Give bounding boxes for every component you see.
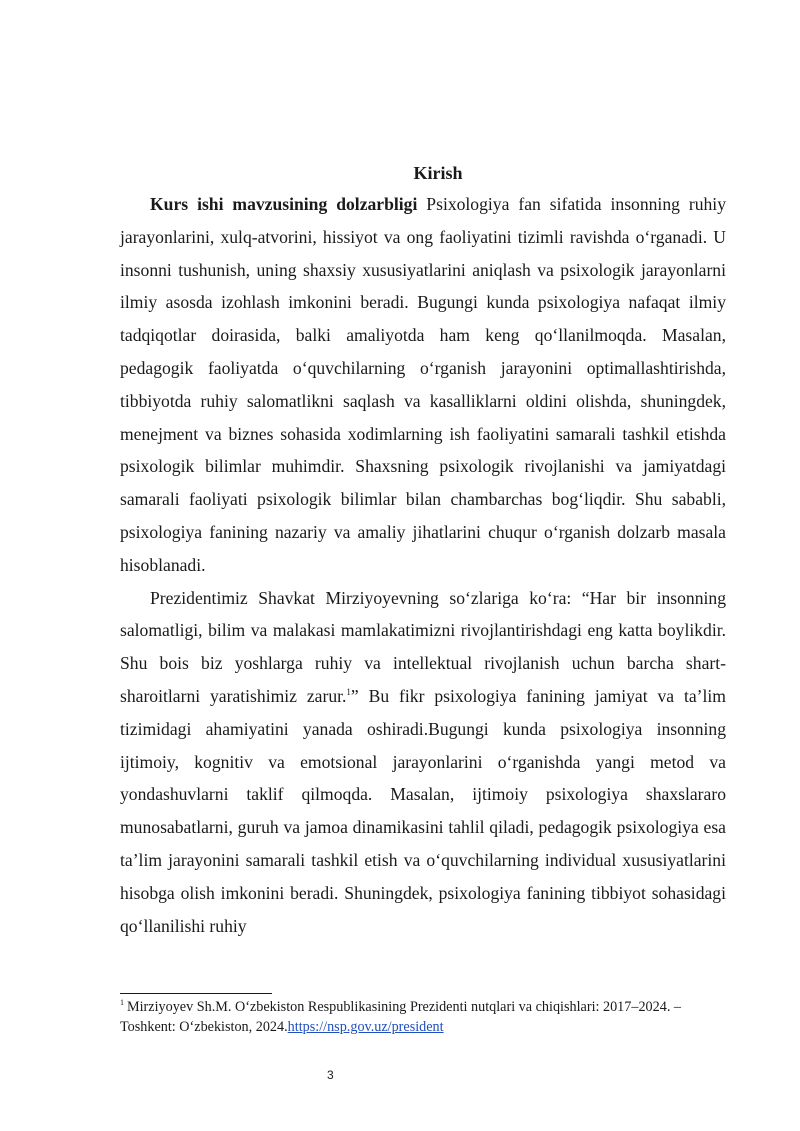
lead-heading: Kurs ishi mavzusining dolzarbligi	[150, 194, 418, 214]
footnote-separator	[120, 993, 272, 994]
paragraph-1	[120, 188, 726, 582]
footnote-text: Mirziyoyev Sh.M. O‘zbekiston Respublikasining Prezidenti nutqlari va chiqishlari: 2017–2024. – Toshkent: O‘zbekiston, 2024.	[120, 999, 682, 1035]
footnote	[120, 997, 726, 1037]
paragraph-2-quote: Prezidentimiz Shavkat Mirziyoyevning so‘zlariga ko‘ra: “Har bir insonning salomatligi, bilim va malakasi mamlakatimizni rivojlantirishdagi eng katta boylikdir. Shu bois biz yoshlarga ruhiy va intellektual rivojlanish uchun barcha shart-sharoitlarni yaratishimiz zarur.	[120, 587, 726, 706]
body-text	[120, 188, 726, 942]
section-title: Kirish	[413, 163, 463, 183]
paragraph-2	[120, 582, 726, 943]
footnote-reference[interactable]: 1	[346, 687, 351, 698]
paragraph-2-text: ” Bu fikr psixologiya fanining jamiyat va ta’lim tizimidagi ahamiyatini yanada oshiradi.Bugungi kunda psixologiya insonning ijtimoiy, kognitiv va emotsional jarayonlarini o‘rganishda yangi metod va yondashuvlarni taklif qilmoqda. Masalan, ijtimoiy psixologiya shaxslararo munosabatlarni, guruh va jamoa dinamikasini tahlil qiladi, pedagogik psixologiya esa ta’lim jarayonini samarali tashkil etish va o‘quvchilarning individual xususiyatlarini hisobga olish imkonini beradi. Shuningdek, psixologiya fanining tibbiyot sohasidagi qo‘llanilishi ruhiy	[120, 685, 726, 936]
footnote-mark: 1	[120, 998, 124, 1008]
paragraph-1-text: Psixologiya fan sifatida insonning ruhiy jarayonlarini, xulq-atvorini, hissiyot va ong faoliyatini tizimli ravishda o‘rganadi. U insonni tushunish, uning shaxsiy xususiyatlarini aniqlash va psixologik jarayonlarni ilmiy asosda izohlash imkonini beradi. Bugungi kunda psixologiya nafaqat ilmiy tadqiqotlar doirasida, balki amaliyotda ham keng qo‘llanilmoqda. Masalan, pedagogik faoliyatda o‘quvchilarning o‘rganish jarayonini optimallashtirishda, tibbiyotda ruhiy salomatlikni saqlash va kasalliklarni oldini olishda, shuningdek, menejment va biznes sohasida xodimlarning ish faoliyatini samarali tashkil etishda psixologik bilimlar muhimdir. Shaxsning psixologik rivojlanishi va jamiyatdagi samarali faoliyati psixologik bilimlar bilan chambarchas bog‘liqdir. Shu sababli, psixologiya fanining nazariy va amaliy jihatlarini chuqur o‘rganish dolzarb masala hisoblanadi.	[120, 194, 726, 575]
page-number: 3	[327, 1068, 334, 1082]
footnote-link[interactable]: https://nsp.gov.uz/president	[287, 1019, 444, 1035]
